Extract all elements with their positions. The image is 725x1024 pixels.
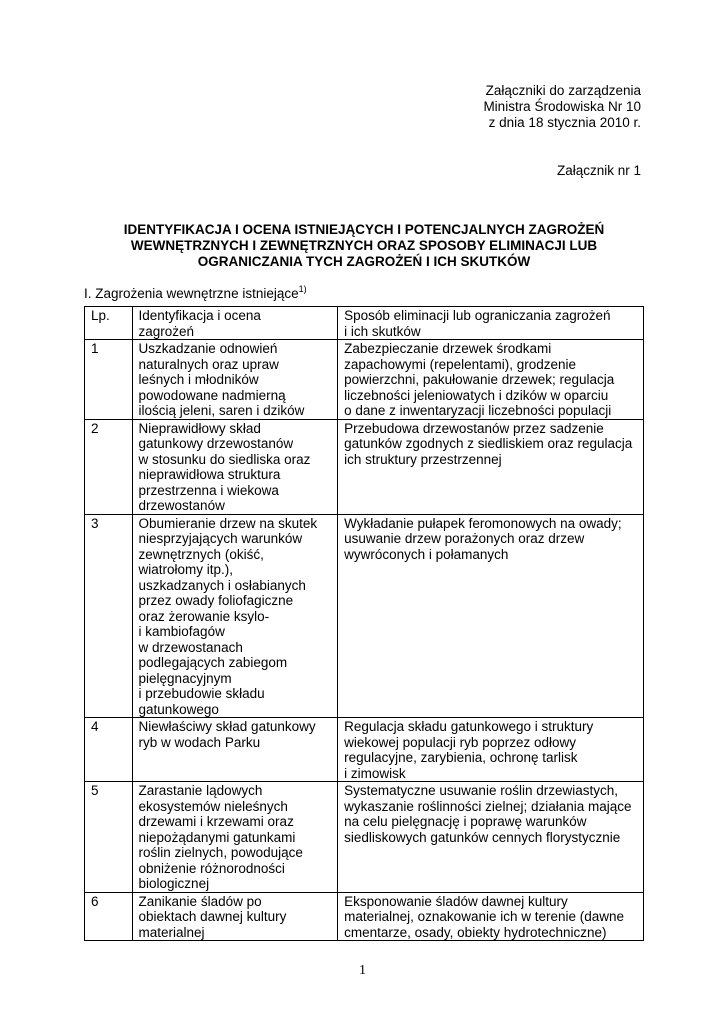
threats-table <box>84 306 644 941</box>
title-line: WEWNĘTRZNYCH I ZEWNĘTRZNYCH ORAZ SPOSOBY ELIMINACJI LUB <box>130 238 598 253</box>
cell-threat-line: gatunkowy drzewostanów <box>138 436 294 451</box>
table-row <box>85 782 644 893</box>
cell-threat-line: nieprawidłowa struktura <box>138 467 281 482</box>
cell-threat <box>132 782 338 893</box>
cell-method-line: na celu pielęgnację i poprawę warunków <box>344 814 587 829</box>
cell-threat-line: Zarastanie lądowych <box>138 783 263 798</box>
cell-method-line: Eksponowanie śladów dawnej kultury <box>344 893 568 909</box>
cell-threat-line: przestrzenna i wiekowa <box>138 482 279 498</box>
cell-method <box>338 892 644 941</box>
cell-method-line: powierzchni, pakułowanie drzewek; regulacja <box>344 372 615 387</box>
cell-threat-line: i kambiofagów <box>138 624 225 639</box>
cell-method-line: regulacyjne, zarybienia, ochronę tarlisk <box>344 750 578 765</box>
header-line: z dnia 18 stycznia 2010 r. <box>488 115 641 130</box>
cell-method-line: siedliskowych gatunków cennych florystycznie <box>344 829 621 845</box>
header-line: Załączniki do zarządzenia <box>485 83 641 98</box>
cell-lp: 4 <box>85 718 133 782</box>
cell-method-line: wywróconych i połamanych <box>344 546 509 562</box>
cell-threat-line: biologicznej <box>138 876 210 891</box>
title-line: OGRANICZANIA TYCH ZAGROŻEŃ I ICH SKUTKÓW <box>197 254 531 269</box>
cell-lp: 2 <box>85 419 133 514</box>
table-row <box>85 892 644 941</box>
cell-threat-line: wiatrołomy itp.), <box>138 562 234 577</box>
cell-threat-line: Niewłaściwy skład gatunkowy <box>138 719 316 734</box>
cell-threat-line: powodowane nadmierną <box>138 387 286 403</box>
table-row <box>85 718 644 782</box>
cell-method-line: Wykładanie pułapek feromonowych na owady; <box>344 515 622 531</box>
section-heading-text: I. Zagrożenia wewnętrzne istniejące <box>84 286 299 301</box>
cell-threat-line: Zanikanie śladów po <box>138 893 262 909</box>
cell-threat-line: niepożądanymi gatunkami <box>138 829 296 845</box>
header-lp: Lp. <box>85 307 133 340</box>
cell-threat-line: uszkadzanych i osłabianych <box>138 577 306 593</box>
cell-method <box>338 514 644 718</box>
cell-method-line: cmentarze, osady, obiekty hydrotechniczne) <box>344 924 607 940</box>
cell-method-line: i zimowisk <box>344 765 406 781</box>
cell-method-line: gatunków zgodnych z siedliskiem oraz regulacja <box>344 436 633 451</box>
cell-lp: 6 <box>85 892 133 941</box>
cell-lp: 1 <box>85 340 133 420</box>
cell-method <box>338 718 644 782</box>
cell-threat-line: drzewami i krzewami oraz <box>138 814 294 829</box>
cell-threat-line: ekosystemów nieleśnych <box>138 798 288 814</box>
cell-threat-line: materialnej <box>138 924 205 940</box>
table-row <box>85 340 644 420</box>
cell-method-line: liczebności jeleniowatych i dzików w oparciu <box>344 387 609 403</box>
cell-method <box>338 419 644 514</box>
cell-method-line: Zabezpieczanie drzewek środkami <box>344 341 552 356</box>
title-line: IDENTYFIKACJA I OCENA ISTNIEJĄCYCH I POTENCJALNYCH ZAGROŻEŃ <box>123 222 605 237</box>
cell-threat <box>132 514 338 718</box>
section-heading <box>84 284 307 301</box>
cell-method-line: materialnej, oznakowanie ich w terenie (dawne <box>344 909 625 924</box>
cell-threat <box>132 892 338 941</box>
cell-threat-line: i przebudowie składu <box>138 686 265 701</box>
cell-threat <box>132 340 338 420</box>
cell-lp: 5 <box>85 782 133 893</box>
footnote-mark: 1) <box>298 284 307 294</box>
cell-threat-line: niesprzyjających warunków <box>138 531 303 546</box>
cell-method-line: wiekowej populacji ryb poprzez odłowy <box>344 734 576 750</box>
cell-threat-line: obiektach dawnej kultury <box>138 909 287 924</box>
cell-method <box>338 340 644 420</box>
cell-threat-line: podlegających zabiegom <box>138 655 288 670</box>
page-number: 1 <box>359 963 366 978</box>
cell-threat-line: Nieprawidłowy skład <box>138 420 261 436</box>
header-threat: Identyfikacja i ocena zagrożeń <box>132 307 338 340</box>
cell-threat-line: Obumieranie drzew na skutek <box>138 515 318 531</box>
cell-method-line: Systematyczne usuwanie roślin drzewiastych, <box>344 783 618 798</box>
table-row <box>85 419 644 514</box>
cell-threat-line: leśnych i młodników <box>138 372 259 387</box>
cell-method-line: Regulacja składu gatunkowego i struktury <box>344 719 594 734</box>
cell-threat-line: ilością jeleni, saren i dzików <box>138 403 305 418</box>
annex-label: Załącznik nr 1 <box>556 163 641 178</box>
cell-method-line: usuwanie drzew porażonych oraz drzew <box>344 531 585 546</box>
cell-method-line: ich struktury przestrzennej <box>344 451 502 467</box>
cell-threat <box>132 718 338 782</box>
cell-threat-line: w drzewostanach <box>138 639 243 655</box>
cell-threat-line: pielęgnacyjnym <box>138 670 232 686</box>
cell-method-line: o dane z inwentaryzacji liczebności populacji <box>344 403 612 418</box>
document-title <box>84 222 644 270</box>
cell-threat-line: w stosunku do siedliska oraz <box>138 451 311 467</box>
cell-threat-line: Uszkadzanie odnowień <box>138 341 278 356</box>
cell-threat-line: gatunkowego <box>138 701 219 717</box>
cell-threat-line: obniżenie różnorodności <box>138 860 285 876</box>
cell-lp: 3 <box>85 514 133 718</box>
cell-method-line: zapachowymi (repelentami), grodzenie <box>344 356 576 372</box>
cell-threat-line: ryb w wodach Parku <box>138 734 261 750</box>
cell-threat-line: roślin zielnych, powodujące <box>138 845 303 860</box>
cell-threat-line: drzewostanów <box>138 498 225 513</box>
table-row <box>85 514 644 718</box>
cell-method <box>338 782 644 893</box>
table-header-row <box>85 307 644 340</box>
cell-method-line: wykaszanie roślinności zielnej; działania mające <box>344 798 632 814</box>
cell-threat-line: przez owady foliofagiczne <box>138 593 294 608</box>
header-line: Ministra Środowiska Nr 10 <box>483 99 641 114</box>
document-header <box>483 83 641 131</box>
cell-threat-line: zewnętrznych (okiść, <box>138 546 264 562</box>
cell-threat <box>132 419 338 514</box>
cell-threat-line: oraz żerowanie ksylo- <box>138 608 270 624</box>
header-method: Sposób eliminacji lub ograniczania zagrożeń i ich skutków <box>338 307 644 340</box>
cell-threat-line: naturalnych oraz upraw <box>138 356 279 372</box>
cell-method-line: Przebudowa drzewostanów przez sadzenie <box>344 420 604 436</box>
